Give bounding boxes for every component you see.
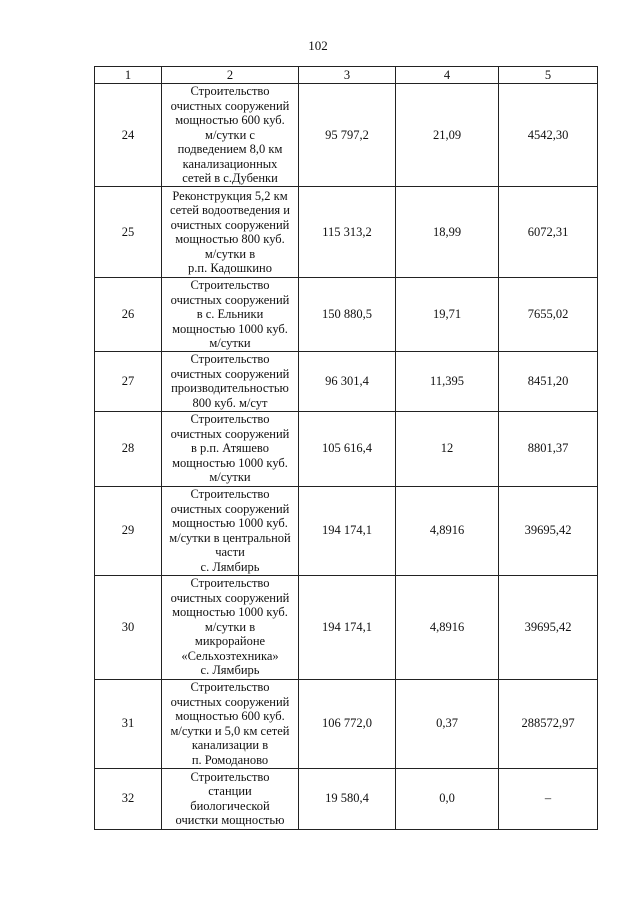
column-5-cell: 6072,31 bbox=[499, 187, 598, 278]
column-3-cell: 194 174,1 bbox=[299, 575, 396, 679]
column-5-cell: 8801,37 bbox=[499, 411, 598, 486]
column-5-cell: 288572,97 bbox=[499, 679, 598, 768]
row-number-cell: 29 bbox=[95, 486, 162, 575]
table-row bbox=[95, 486, 598, 575]
description-cell: Строительство очистных сооружений мощностью 1000 куб. м/сутки в центральной части с. Лямбирь bbox=[162, 486, 299, 575]
row-number-cell: 27 bbox=[95, 351, 162, 411]
column-3-cell: 96 301,4 bbox=[299, 351, 396, 411]
table-row bbox=[95, 278, 598, 352]
description-cell: Строительство станции биологической очистки мощностью bbox=[162, 768, 299, 829]
table-row bbox=[95, 84, 598, 187]
column-3-cell: 105 616,4 bbox=[299, 411, 396, 486]
column-header: 4 bbox=[396, 67, 499, 84]
column-4-cell: 11,395 bbox=[396, 351, 499, 411]
row-number-cell: 25 bbox=[95, 187, 162, 278]
table-row bbox=[95, 187, 598, 278]
row-number-cell: 31 bbox=[95, 679, 162, 768]
column-4-cell: 0,0 bbox=[396, 768, 499, 829]
table-row bbox=[95, 351, 598, 411]
page-number: 102 bbox=[308, 38, 328, 53]
column-header: 3 bbox=[299, 67, 396, 84]
table-row bbox=[95, 679, 598, 768]
column-4-cell: 4,8916 bbox=[396, 575, 499, 679]
column-3-cell: 106 772,0 bbox=[299, 679, 396, 768]
column-4-cell: 4,8916 bbox=[396, 486, 499, 575]
description-cell: Строительство очистных сооружений производительностью 800 куб. м/сут bbox=[162, 351, 299, 411]
row-number-cell: 24 bbox=[95, 84, 162, 187]
column-4-cell: 12 bbox=[396, 411, 499, 486]
column-4-cell: 21,09 bbox=[396, 84, 499, 187]
column-5-cell: 7655,02 bbox=[499, 278, 598, 352]
data-table bbox=[94, 66, 598, 830]
table-row bbox=[95, 768, 598, 829]
column-4-cell: 19,71 bbox=[396, 278, 499, 352]
table-header-row bbox=[95, 67, 598, 84]
column-header: 1 bbox=[95, 67, 162, 84]
description-cell: Реконструкция 5,2 км сетей водоотведения и очистных сооружений мощностью 800 куб. м/сутки в р.п. Кадошкино bbox=[162, 187, 299, 278]
column-header: 2 bbox=[162, 67, 299, 84]
description-cell: Строительство очистных сооружений мощностью 600 куб. м/сутки и 5,0 км сетей канализации в п. Ромоданово bbox=[162, 679, 299, 768]
row-number-cell: 26 bbox=[95, 278, 162, 352]
description-cell: Строительство очистных сооружений мощностью 600 куб. м/сутки с подведением 8,0 км канализационных сетей в с.Дубенки bbox=[162, 84, 299, 187]
column-4-cell: 0,37 bbox=[396, 679, 499, 768]
row-number-cell: 30 bbox=[95, 575, 162, 679]
description-cell: Строительство очистных сооружений мощностью 1000 куб. м/сутки в микрорайоне «Сельхозтехника» с. Лямбирь bbox=[162, 575, 299, 679]
column-3-cell: 95 797,2 bbox=[299, 84, 396, 187]
row-number-cell: 28 bbox=[95, 411, 162, 486]
column-3-cell: 19 580,4 bbox=[299, 768, 396, 829]
column-5-cell: 39695,42 bbox=[499, 486, 598, 575]
row-number-cell: 32 bbox=[95, 768, 162, 829]
column-header: 5 bbox=[499, 67, 598, 84]
column-3-cell: 115 313,2 bbox=[299, 187, 396, 278]
table-row bbox=[95, 575, 598, 679]
table-row bbox=[95, 411, 598, 486]
column-5-cell: 4542,30 bbox=[499, 84, 598, 187]
description-cell: Строительство очистных сооружений в р.п. Атяшево мощностью 1000 куб. м/сутки bbox=[162, 411, 299, 486]
column-5-cell: 8451,20 bbox=[499, 351, 598, 411]
column-5-cell: – bbox=[499, 768, 598, 829]
description-cell: Строительство очистных сооружений в с. Ельники мощностью 1000 куб. м/сутки bbox=[162, 278, 299, 352]
column-5-cell: 39695,42 bbox=[499, 575, 598, 679]
column-3-cell: 194 174,1 bbox=[299, 486, 396, 575]
column-4-cell: 18,99 bbox=[396, 187, 499, 278]
column-3-cell: 150 880,5 bbox=[299, 278, 396, 352]
